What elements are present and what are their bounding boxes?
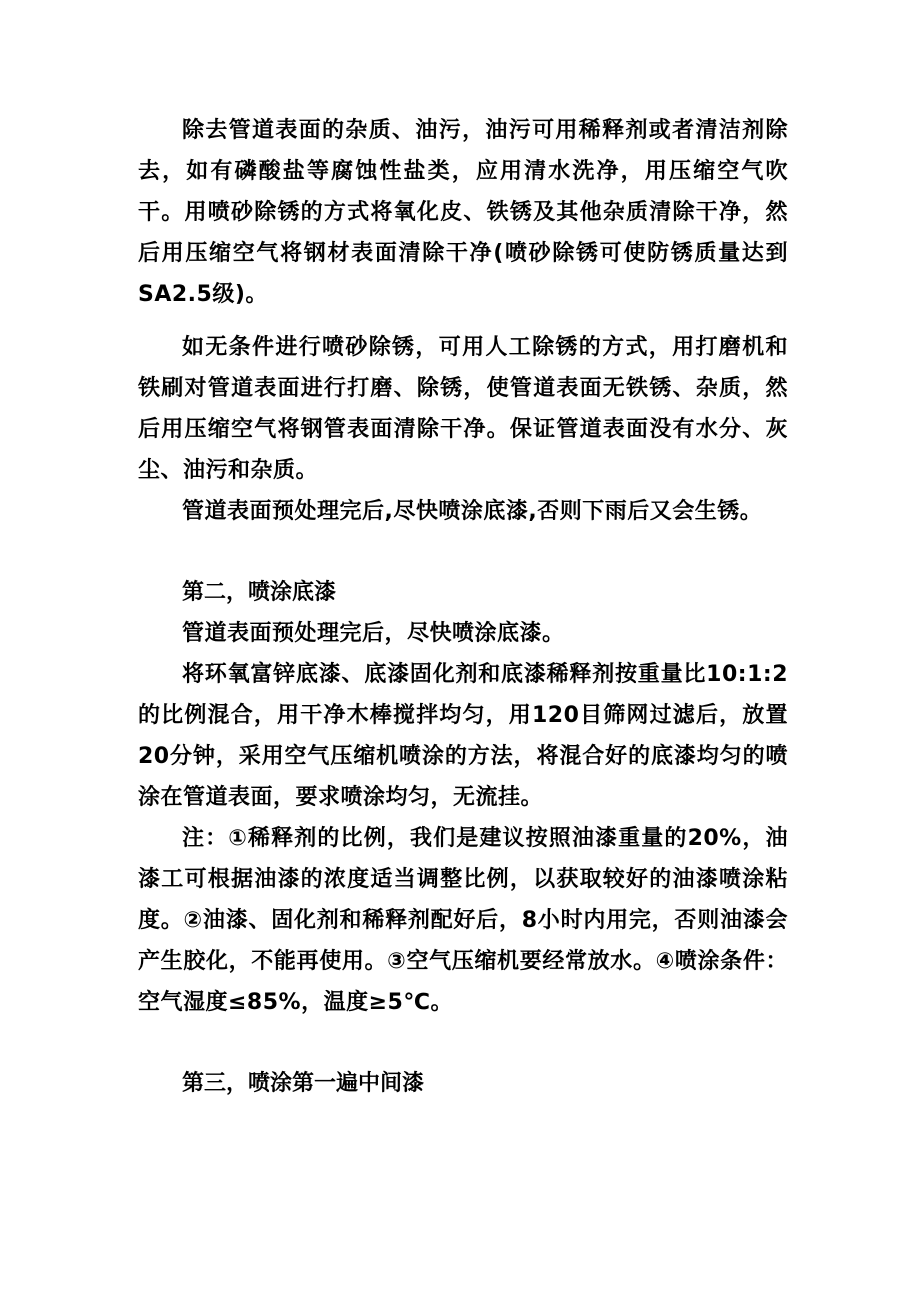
section-heading-intermediate-coat: 第三，喷涂第一遍中间漆 [182,1071,425,1096]
document-page [138,110,788,1104]
paragraph-manual-rust-removal: 如无条件进行喷砂除锈，可用人工除锈的方式，用打磨机和铁刷对管道表面进行打磨、除锈，使管道表面无铁锈、杂质，然后用压缩空气将钢管表面清除干净。保证管道表面没有水分、灰尘、油污和杂质。 [138,335,788,483]
paragraph-prompt-primer: 管道表面预处理完后,尽快喷涂底漆,否则下雨后又会生锈。 [182,499,763,524]
paragraph-surface-cleaning: 除去管道表面的杂质、油污，油污可用稀释剂或者清洁剂除去，如有磷酸盐等腐蚀性盐类，应用清水洗净，用压缩空气吹干。用喷砂除锈的方式将氧化皮、铁锈及其他杂质清除干净，然后用压缩空气将钢材表面清除干净(喷砂除锈可使防锈质量达到SA2.5级)。 [138,118,788,307]
paragraph-primer-timing: 管道表面预处理完后，尽快喷涂底漆。 [182,621,565,646]
spacer [138,532,788,572]
spacer [138,1023,788,1063]
spacer [138,315,788,327]
paragraph-primer-mixing: 将环氧富锌底漆、底漆固化剂和底漆稀释剂按重量比10:1:2的比例混合，用干净木棒搅拌均匀，用120目筛网过滤后，放置20分钟，采用空气压缩机喷涂的方法，将混合好的底漆均匀的喷涂在管道表面，要求喷涂均匀，无流挂。 [138,662,788,810]
section-heading-primer: 第二，喷涂底漆 [182,580,337,605]
paragraph-notes: 注：①稀释剂的比例，我们是建议按照油漆重量的20%，油漆工可根据油漆的浓度适当调整比例，以获取较好的油漆喷涂粘度。②油漆、固化剂和稀释剂配好后，8小时内用完，否则油漆会产生胶化，不能再使用。③空气压缩机要经常放水。④喷涂条件：空气湿度≤85%，温度≥5℃。 [138,826,788,1015]
